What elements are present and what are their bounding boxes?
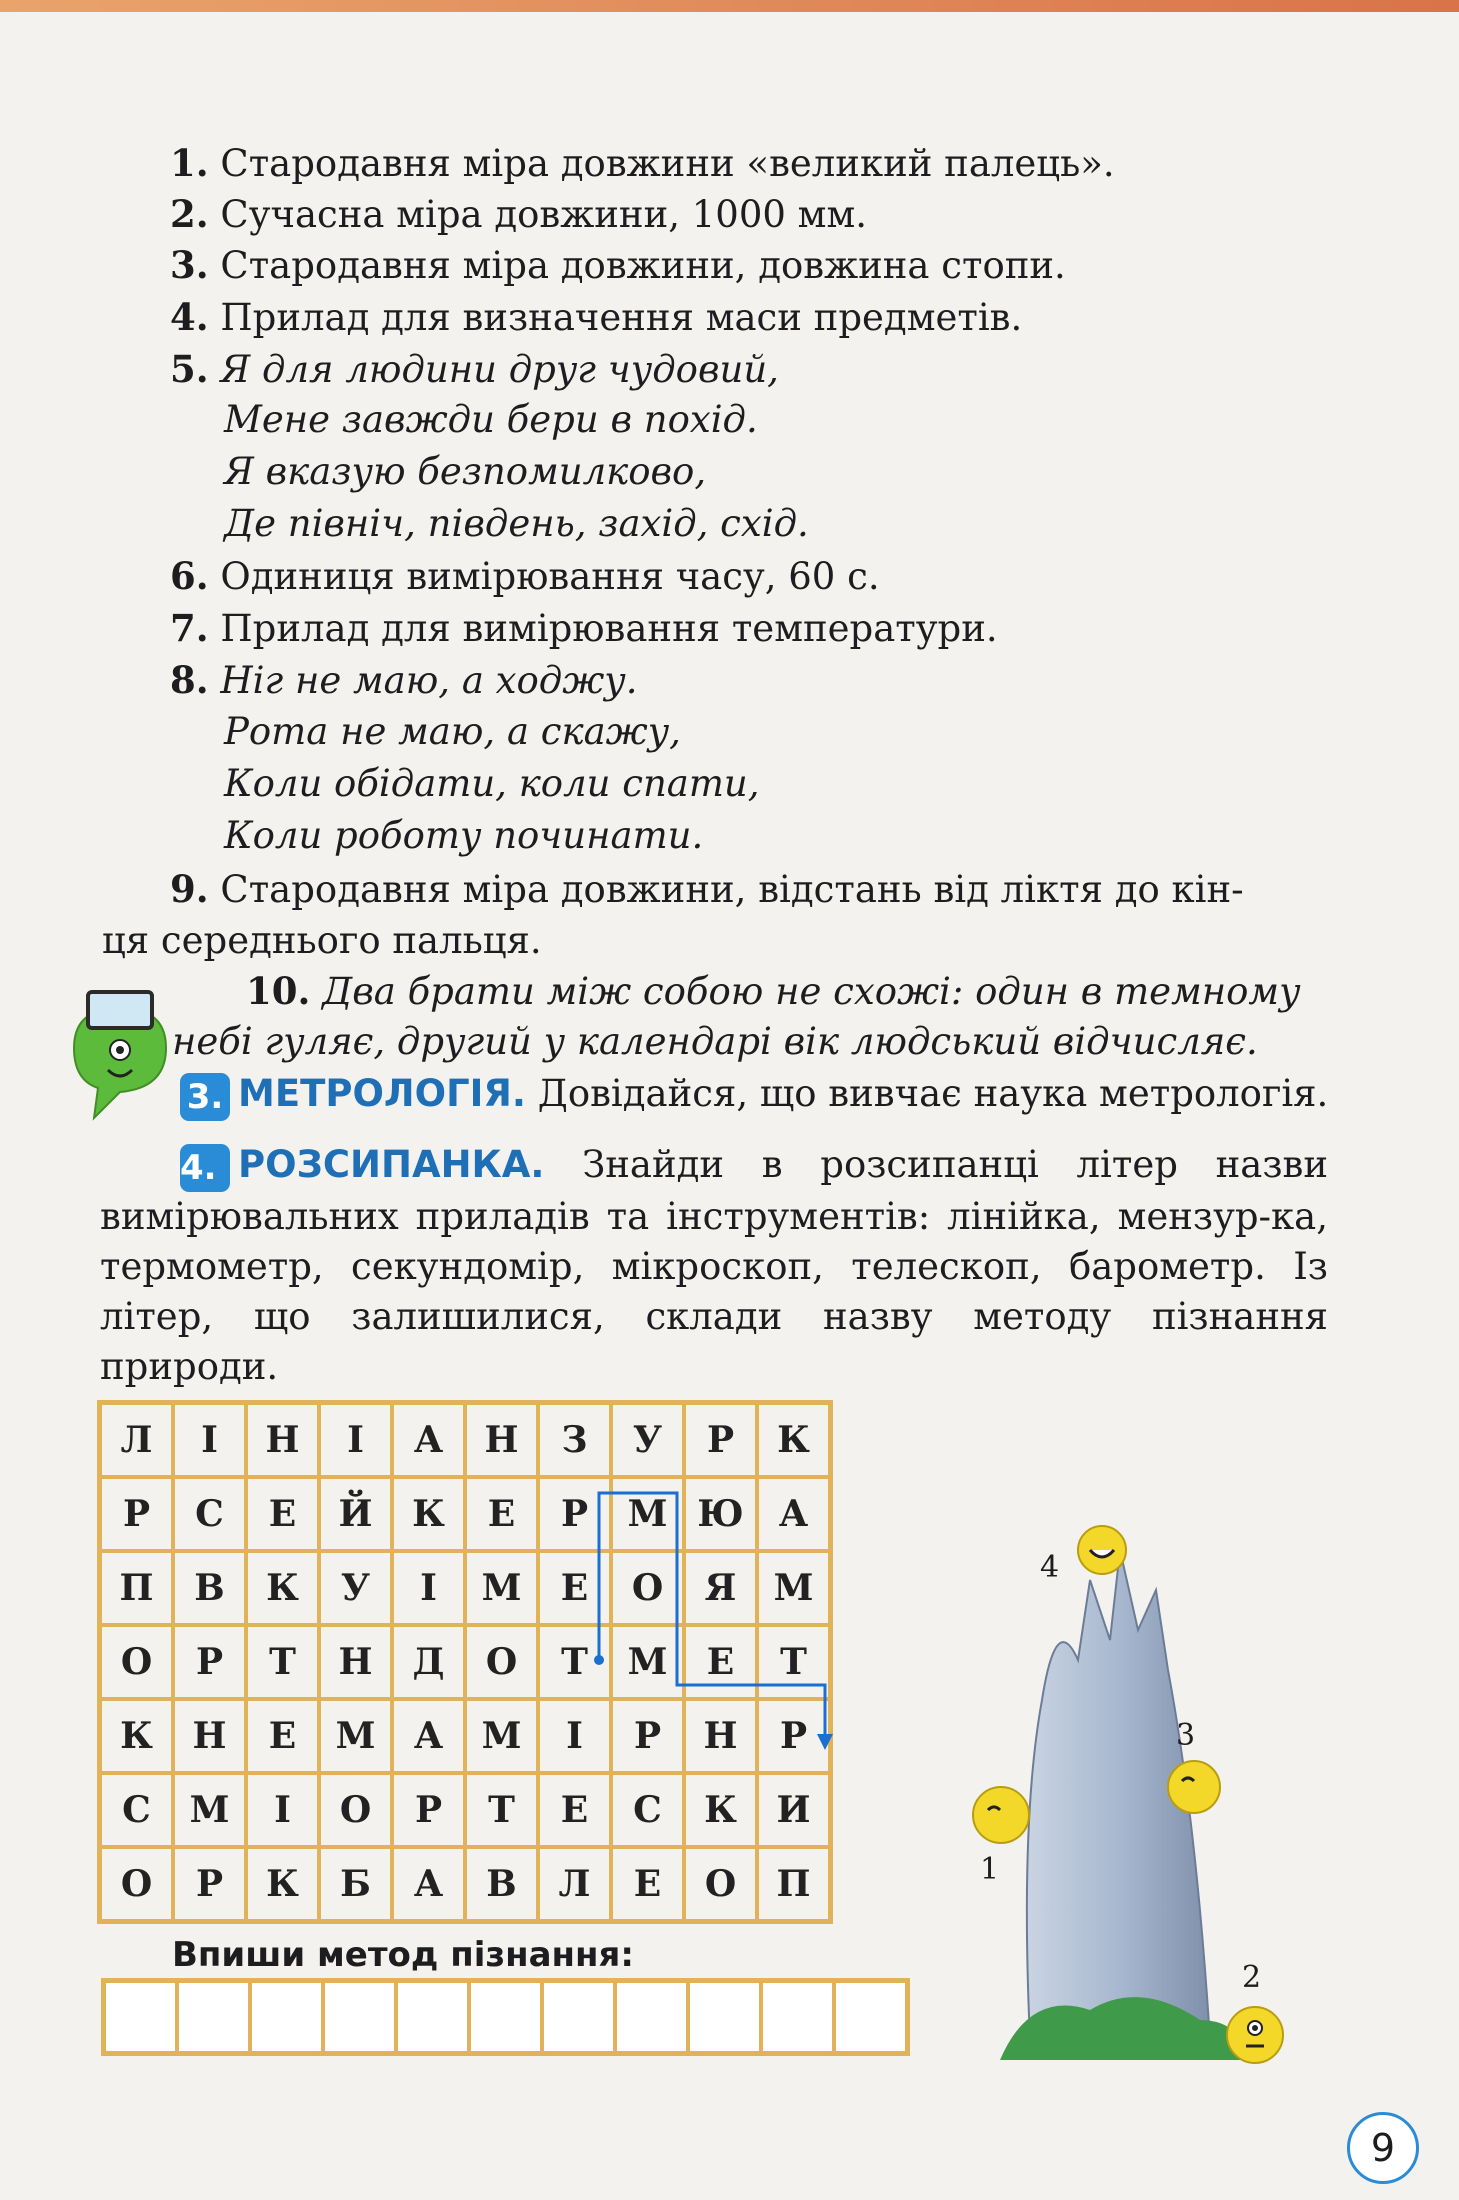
grid-cell: Е [538,1551,611,1625]
task-4-text: Знайди в розсипанці літер назви вимірювальних приладів та інструментів: лінійка, мензур-ка, термометр, секундомір, мікроскоп, телескоп, барометр. Із літер, що залишилися, склади назву методу пізнання природи. [100,1143,1328,1388]
grid-cell: Р [757,1699,830,1773]
grid-cell: С [611,1773,684,1847]
question-5-line-2: Мене завжди бери в похід. [224,398,758,441]
question-8-line-1: 8. Ніг не маю, а ходжу. [170,658,638,702]
grid-cell: Н [319,1625,392,1699]
question-5-line-4: Де північ, південь, захід, схід. [224,502,809,545]
question-5-line-1: 5. Я для людини друг чудовий, [170,347,779,391]
answer-box[interactable] [104,1981,177,2053]
yellow-mascot-1-icon [966,1780,1036,1850]
question-8-line-2: Рота не маю, а скажу, [224,710,681,753]
grid-cell: О [611,1551,684,1625]
grid-cell: О [684,1847,757,1921]
answer-box[interactable] [688,1981,761,2053]
question-6: 6. Одиниця вимірювання часу, 60 с. [170,554,880,598]
task-3-title: МЕТРОЛОГІЯ. [238,1072,526,1115]
grid-cell: Л [100,1403,173,1477]
grid-cell: С [173,1477,246,1551]
grid-cell: Н [684,1699,757,1773]
answer-box[interactable] [177,1981,250,2053]
grid-cell: О [319,1773,392,1847]
write-method-label: Впиши метод пізнання: [172,1935,634,1975]
grid-cell: К [246,1847,319,1921]
grid-cell: М [319,1699,392,1773]
task-4-badge: 4. [180,1144,230,1192]
grid-cell: М [173,1773,246,1847]
grid-cell: Р [611,1699,684,1773]
answer-box[interactable] [834,1981,907,2053]
grid-cell: Б [319,1847,392,1921]
grid-cell: Т [465,1773,538,1847]
grid-cell: Р [100,1477,173,1551]
grid-cell: Т [246,1625,319,1699]
grid-cell: П [100,1551,173,1625]
question-5-line-3: Я вказую безпомилково, [224,450,707,493]
grid-cell: Е [246,1699,319,1773]
answer-box[interactable] [542,1981,615,2053]
grid-cell: І [246,1773,319,1847]
grid-cell: В [465,1847,538,1921]
answer-box[interactable] [761,1981,834,2053]
yellow-mascot-2-icon [1220,2000,1290,2070]
grid-cell: І [173,1403,246,1477]
grid-cell: Н [173,1699,246,1773]
task-3 [180,1066,1328,1122]
question-4: 4. Прилад для визначення маси предметів. [170,295,1023,339]
grid-cell: М [465,1699,538,1773]
answer-boxes[interactable] [101,1978,910,2056]
grid-cell: Р [684,1403,757,1477]
grid-cell: Я [684,1551,757,1625]
grid-cell: А [392,1847,465,1921]
question-9-line-1: 9. Стародавня міра довжини, відстань від ліктя до кін- [170,867,1244,911]
grid-cell: В [173,1551,246,1625]
grid-cell: Й [319,1477,392,1551]
grid-cell: М [757,1551,830,1625]
mascot-label-3: 3 [1176,1718,1196,1753]
grid-cell: Н [465,1403,538,1477]
grid-cell: А [392,1403,465,1477]
question-7: 7. Прилад для вимірювання температури. [170,606,998,650]
task-3-badge: 3. [180,1073,230,1121]
answer-box[interactable] [250,1981,323,2053]
example-path-arrow [97,1400,837,1930]
page-number: 9 [1347,2112,1419,2184]
grid-cell: К [100,1699,173,1773]
grid-cell: О [100,1625,173,1699]
grid-cell: М [465,1551,538,1625]
grid-cell: К [684,1773,757,1847]
grid-cell: А [757,1477,830,1551]
grid-cell: М [611,1625,684,1699]
grid-cell: О [100,1847,173,1921]
question-9-line-2: ця середнього пальця. [102,919,542,962]
grid-cell: М [611,1477,684,1551]
yellow-mascot-3-icon [1162,1755,1226,1819]
task-4-title: РОЗСИПАНКА. [238,1143,545,1186]
answer-box[interactable] [323,1981,396,2053]
green-mascot-icon [64,988,176,1128]
grid-cell: К [246,1551,319,1625]
grid-cell: С [100,1773,173,1847]
grid-cell: Е [538,1773,611,1847]
question-8-line-3: Коли обідати, коли спати, [224,762,760,805]
grid-cell: Е [611,1847,684,1921]
grid-cell: І [392,1551,465,1625]
grid-cell: І [538,1699,611,1773]
grid-cell: Е [465,1477,538,1551]
mascot-label-4: 4 [1040,1550,1060,1585]
mascot-label-1: 1 [980,1852,1000,1887]
answer-box[interactable] [469,1981,542,2053]
grid-cell: З [538,1403,611,1477]
grid-cell: П [757,1847,830,1921]
grid-cell: Р [173,1847,246,1921]
answer-box[interactable] [396,1981,469,2053]
grid-cell: Р [392,1773,465,1847]
yellow-mascot-4-icon [1072,1520,1132,1580]
question-8-line-4: Коли роботу починати. [224,814,704,857]
grid-cell: Р [538,1477,611,1551]
question-10-line-1: 10. Два брати між собою не схожі: один в темному [246,969,1301,1013]
task-3-text: Довідайся, що вивчає наука метрологія. [537,1072,1329,1115]
grid-cell: Л [538,1847,611,1921]
grid-cell: Т [757,1625,830,1699]
question-2: 2. Сучасна міра довжини, 1000 мм. [170,192,868,236]
grid-cell: Н [246,1403,319,1477]
question-1: 1. Стародавня міра довжини «великий палець». [170,141,1115,185]
grid-cell: И [757,1773,830,1847]
grid-cell: Д [392,1625,465,1699]
grid-cell: У [611,1403,684,1477]
grid-cell: Ю [684,1477,757,1551]
grid-cell: Р [173,1625,246,1699]
grid-cell: Т [538,1625,611,1699]
grid-cell: К [392,1477,465,1551]
grid-cell: У [319,1551,392,1625]
grid-cell: О [465,1625,538,1699]
question-10-line-2: небі гуляє, другий у календарі вік людський відчисляє. [172,1020,1258,1063]
mascot-label-2: 2 [1242,1960,1262,1995]
grid-cell: А [392,1699,465,1773]
grid-cell: К [757,1403,830,1477]
grid-cell: Е [246,1477,319,1551]
answer-box[interactable] [615,1981,688,2053]
task-4 [100,1140,1328,1392]
grid-cell: Е [684,1625,757,1699]
question-3: 3. Стародавня міра довжини, довжина стопи. [170,243,1066,287]
grid-cell: І [319,1403,392,1477]
